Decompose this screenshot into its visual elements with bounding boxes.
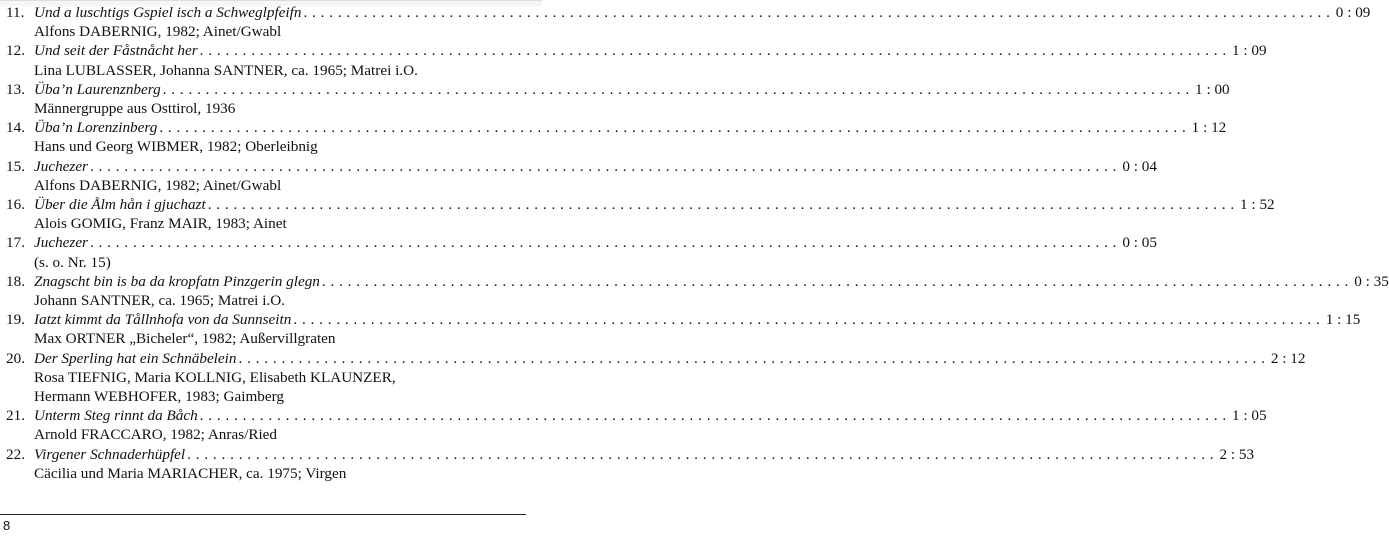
track-number: 19. bbox=[6, 311, 25, 329]
track-duration: 1 : 00 bbox=[1195, 80, 1230, 98]
track-title-row bbox=[6, 272, 1389, 291]
track-title: Üba’n Laurenznberg bbox=[34, 80, 161, 98]
track-duration: 1 : 12 bbox=[1191, 119, 1227, 137]
track-title-wrap bbox=[34, 406, 1227, 425]
track-number: 11. bbox=[6, 4, 25, 21]
track-credits: Johann SANTNER, ca. 1965; Matrei i.O. bbox=[34, 292, 285, 310]
track-credits: (s. o. Nr. 15) bbox=[34, 253, 111, 271]
track-title: Unterm Steg rinnt da Båch bbox=[34, 407, 198, 425]
track-number: 16. bbox=[6, 196, 25, 214]
track-title: Und a luschtigs Gspiel isch a Schweglpfeifn bbox=[34, 4, 302, 21]
dot-leader: . . . . . . . . . . . . . . . . . . . . . . . . . . . . . . . . . . . . . . . . . . . . . . . . . . . . . . . . . . . . . . . . . . . . . . . . . . . . . . . . . . . . . . . . . . . . . . . . . . . . . . . . . . . . . . . . . . . . . . . . bbox=[199, 407, 1227, 425]
track-title: Iatzt kimmt da Tållnhofa von da Sunnseitn bbox=[34, 311, 292, 329]
track-credits: Hermann WEBHOFER, 1983; Gaimberg bbox=[34, 388, 285, 406]
track-title-row bbox=[6, 310, 1361, 329]
track-number: 15. bbox=[6, 157, 25, 175]
track-number: 13. bbox=[6, 80, 25, 98]
track-credits: Lina LUBLASSER, Johanna SANTNER, ca. 1965; Matrei i.O. bbox=[34, 61, 418, 79]
track-duration: 2 : 12 bbox=[1270, 349, 1306, 367]
track-title-row bbox=[6, 80, 1230, 99]
dot-leader: . . . . . . . . . . . . . . . . . . . . . . . . . . . . . . . . . . . . . . . . . . . . . . . . . . . . . . . . . . . . . . . . . . . . . . . . . . . . . . . . . . . . . . . . . . . . . . . . . . . . . . . . . . . . . . . . . . . . . . . . bbox=[207, 196, 1235, 214]
track-title-wrap bbox=[34, 3, 1330, 22]
track-title-row bbox=[6, 233, 1157, 252]
track-title: Üba’n Lorenzinberg bbox=[34, 119, 158, 137]
track-entry bbox=[6, 3, 1371, 41]
track-credits: Hans und Georg WIBMER, 1982; Oberleibnig bbox=[34, 138, 318, 156]
track-entry bbox=[6, 406, 1267, 444]
track-number: 17. bbox=[6, 234, 25, 252]
track-entry bbox=[6, 310, 1361, 348]
track-duration: 1 : 15 bbox=[1325, 311, 1361, 329]
track-number: 21. bbox=[6, 407, 25, 425]
track-title-wrap bbox=[34, 272, 1349, 291]
track-number: 12. bbox=[6, 42, 25, 60]
track-title-wrap bbox=[34, 445, 1214, 464]
track-duration: 0 : 05 bbox=[1122, 234, 1157, 252]
track-title-row bbox=[6, 445, 1255, 464]
track-title: Juchezer bbox=[34, 234, 88, 252]
track-credits: Männergruppe aus Osttirol, 1936 bbox=[34, 100, 236, 118]
track-title-wrap bbox=[34, 349, 1265, 368]
dot-leader: . . . . . . . . . . . . . . . . . . . . . . . . . . . . . . . . . . . . . . . . . . . . . . . . . . . . . . . . . . . . . . . . . . . . . . . . . . . . . . . . . . . . . . . . . . . . . . . . . . . . . . . . . . . . . . . . . . . . . . . . bbox=[89, 234, 1117, 252]
track-duration: 0 : 09 bbox=[1335, 4, 1371, 21]
track-title-wrap bbox=[34, 157, 1117, 176]
track-list bbox=[6, 3, 1389, 483]
track-duration: 1 : 52 bbox=[1240, 196, 1275, 214]
track-credits: Alfons DABERNIG, 1982; Ainet/Gwabl bbox=[34, 176, 282, 194]
track-entry bbox=[6, 195, 1275, 233]
track-number: 18. bbox=[6, 272, 25, 290]
track-title-row bbox=[6, 349, 1306, 368]
dot-leader: . . . . . . . . . . . . . . . . . . . . . . . . . . . . . . . . . . . . . . . . . . . . . . . . . . . . . . . . . . . . . . . . . . . . . . . . . . . . . . . . . . . . . . . . . . . . . . . . . . . . . . . . . . . . . . . . . . . . . . . . bbox=[159, 119, 1187, 137]
track-entry bbox=[6, 349, 1306, 407]
track-title-row bbox=[6, 195, 1275, 214]
track-entry bbox=[6, 41, 1267, 79]
track-title-wrap bbox=[34, 233, 1117, 252]
track-title-row bbox=[6, 3, 1371, 22]
track-duration: 0 : 04 bbox=[1122, 157, 1157, 175]
dot-leader: . . . . . . . . . . . . . . . . . . . . . . . . . . . . . . . . . . . . . . . . . . . . . . . . . . . . . . . . . . . . . . . . . . . . . . . . . . . . . . . . . . . . . . . . . . . . . . . . . . . . . . . . . . . . . . . . . . . . . . . . bbox=[162, 80, 1190, 98]
track-entry bbox=[6, 233, 1157, 271]
track-entry bbox=[6, 80, 1230, 118]
track-credits: Alois GOMIG, Franz MAIR, 1983; Ainet bbox=[34, 215, 287, 233]
track-credits: Arnold FRACCARO, 1982; Anras/Ried bbox=[34, 426, 278, 444]
dot-leader: . . . . . . . . . . . . . . . . . . . . . . . . . . . . . . . . . . . . . . . . . . . . . . . . . . . . . . . . . . . . . . . . . . . . . . . . . . . . . . . . . . . . . . . . . . . . . . . . . . . . . . . . . . . . . . . . . . . . . . . . bbox=[89, 157, 1117, 175]
track-credits: Max ORTNER „Bicheler“, 1982; Außervillgraten bbox=[34, 330, 336, 348]
track-title-row bbox=[6, 157, 1157, 176]
track-entry bbox=[6, 157, 1157, 195]
track-title: Und seit der Fåstnåcht her bbox=[34, 42, 198, 60]
track-credits: Cäcilia und Maria MARIACHER, ca. 1975; Virgen bbox=[34, 464, 347, 482]
dot-leader: . . . . . . . . . . . . . . . . . . . . . . . . . . . . . . . . . . . . . . . . . . . . . . . . . . . . . . . . . . . . . . . . . . . . . . . . . . . . . . . . . . . . . . . . . . . . . . . . . . . . . . . . . . . . . . . . . . . . . . . . bbox=[238, 349, 1266, 367]
track-title-wrap bbox=[34, 310, 1320, 329]
track-title: Znagscht bin is ba da kropfatn Pinzgerin glegn bbox=[34, 272, 320, 290]
dot-leader: . . . . . . . . . . . . . . . . . . . . . . . . . . . . . . . . . . . . . . . . . . . . . . . . . . . . . . . . . . . . . . . . . . . . . . . . . . . . . . . . . . . . . . . . . . . . . . . . . . . . . . . . . . . . . . . . . . . . . . . . bbox=[293, 311, 1321, 329]
track-duration: 1 : 05 bbox=[1232, 407, 1267, 425]
track-number: 20. bbox=[6, 349, 25, 367]
track-duration: 2 : 53 bbox=[1219, 445, 1255, 463]
track-number: 14. bbox=[6, 119, 25, 137]
dot-leader: . . . . . . . . . . . . . . . . . . . . . . . . . . . . . . . . . . . . . . . . . . . . . . . . . . . . . . . . . . . . . . . . . . . . . . . . . . . . . . . . . . . . . . . . . . . . . . . . . . . . . . . . . . . . . . . . . . . . . . . . bbox=[303, 4, 1331, 21]
track-title-wrap bbox=[34, 80, 1190, 99]
track-duration: 1 : 09 bbox=[1232, 42, 1267, 60]
track-duration: 0 : 35 bbox=[1354, 272, 1389, 290]
track-title: Juchezer bbox=[34, 157, 88, 175]
track-entry bbox=[6, 445, 1255, 483]
footer-rule bbox=[0, 514, 526, 515]
track-title-wrap bbox=[34, 41, 1227, 60]
dot-leader: . . . . . . . . . . . . . . . . . . . . . . . . . . . . . . . . . . . . . . . . . . . . . . . . . . . . . . . . . . . . . . . . . . . . . . . . . . . . . . . . . . . . . . . . . . . . . . . . . . . . . . . . . . . . . . . . . . . . . . . . bbox=[187, 445, 1215, 463]
track-title-row bbox=[6, 406, 1267, 425]
track-title: Virgener Schnaderhüpfel bbox=[34, 445, 186, 463]
track-entry bbox=[6, 118, 1227, 156]
track-credits: Alfons DABERNIG, 1982; Ainet/Gwabl bbox=[34, 23, 282, 41]
track-number: 22. bbox=[6, 445, 25, 463]
track-title-row bbox=[6, 118, 1227, 137]
track-title-row bbox=[6, 41, 1267, 60]
track-credits: Rosa TIEFNIG, Maria KOLLNIG, Elisabeth KLAUNZER, bbox=[34, 368, 396, 386]
track-title: Über die Ålm hån i gjuchazt bbox=[34, 196, 206, 214]
page-number: 8 bbox=[3, 518, 11, 533]
dot-leader: . . . . . . . . . . . . . . . . . . . . . . . . . . . . . . . . . . . . . . . . . . . . . . . . . . . . . . . . . . . . . . . . . . . . . . . . . . . . . . . . . . . . . . . . . . . . . . . . . . . . . . . . . . . . . . . . . . . . . . . . bbox=[199, 42, 1227, 60]
track-entry bbox=[6, 272, 1389, 310]
dot-leader: . . . . . . . . . . . . . . . . . . . . . . . . . . . . . . . . . . . . . . . . . . . . . . . . . . . . . . . . . . . . . . . . . . . . . . . . . . . . . . . . . . . . . . . . . . . . . . . . . . . . . . . . . . . . . . . . . . . . . . . . bbox=[321, 272, 1349, 290]
track-title-wrap bbox=[34, 118, 1186, 137]
track-title-wrap bbox=[34, 195, 1235, 214]
track-title: Der Sperling hat ein Schnäbelein bbox=[34, 349, 237, 367]
